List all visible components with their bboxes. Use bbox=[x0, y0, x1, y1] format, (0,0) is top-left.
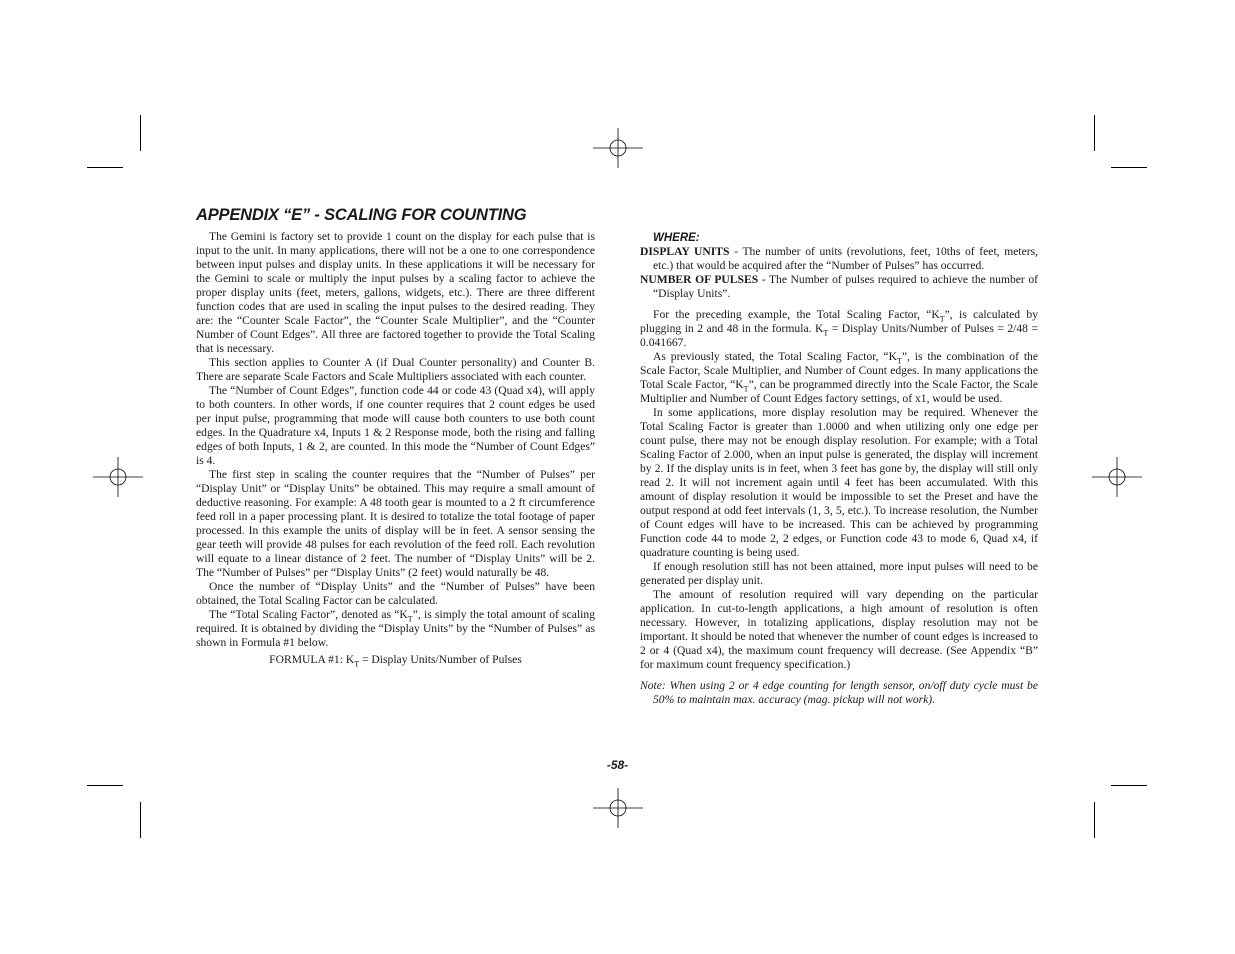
crop-mark bbox=[140, 802, 141, 838]
left-column bbox=[196, 230, 595, 667]
paragraph-first-step: The first step in scaling the counter requires that the “Number of Pulses” per “Display Unit” or “Display Units” be obtained. This may require a small amount of deductive reasoning. For example: A 48 tooth gear is mounted to a 2 ft circumference feed roll in a paper processing plant. It is desired to totalize the total footage of paper processed. In this example the units of display will be in feet. A sensor sensing the gear teeth will provide 48 pulses for each revolution of the feed roll. Each revolution will equate to a linear distance of 2 feet. The number of “Display Units” will be 2. The “Number of Pulses” per “Display Units” (2 feet) would naturally be 48. bbox=[196, 468, 595, 579]
page-title: APPENDIX “E” - SCALING FOR COUNTING bbox=[196, 206, 527, 224]
paragraph-intro: The Gemini is factory set to provide 1 count on the display for each pulse that is input to the unit. In many applications, there will not be a one to one correspondence between input pulses and display units. In these applications it will be necessary for the Gemini to scale or multiply the input pulses by a scaling factor to achieve the proper display units (feet, meters, gallons, widgets, etc.). There are three different function codes that are used in scaling the input pulses to the desired reading. They are: the “Counter Scale Factor”, the “Counter Scale Multiplier”, and the “Counter Number of Count Edges”. All three are factored together to provide the Total Scaling that is necessary. bbox=[196, 230, 595, 355]
where-heading: WHERE: bbox=[653, 232, 700, 244]
crop-mark bbox=[1094, 802, 1095, 838]
definition-number-of-pulses: NUMBER OF PULSES - The Number of pulses required to achieve the number of “Display Units”. bbox=[640, 273, 1038, 300]
definition-display-units: DISPLAY UNITS - The number of units (revolutions, feet, 10ths of feet, meters, etc.) that would be acquired after the “Number of Pulses” has occurred. bbox=[640, 245, 1039, 272]
paragraph-counter-scope: This section applies to Counter A (if Dual Counter personality) and Counter B. There are separate Scale Factors and Scale Multipliers associated with each counter. bbox=[196, 356, 595, 383]
crop-mark bbox=[87, 167, 123, 168]
paragraph-scaling-factor-calc: Once the number of “Display Units” and the “Number of Pulses” have been obtained, the Total Scaling Factor can be calculated. bbox=[196, 580, 595, 607]
page-number: -58- bbox=[606, 758, 629, 772]
formula-1: FORMULA #1: $K_T$ = Display Units/Number of Pulses bbox=[269, 653, 522, 669]
note: Note: When using 2 or 4 edge counting for length sensor, on/off duty cycle must be 50% to maintain max. accuracy (mag. pickup will not work). bbox=[640, 679, 1038, 706]
crop-mark bbox=[87, 785, 123, 786]
paragraph-resolution: In some applications, more display resolution may be required. Whenever the Total Scaling Factor is greater than 1.0000 and when utilizing only one edge per count pulse, there may not be enough display resolution. For example; with a Total Scaling Factor of 2.000, when an input pulse is generated, the display will increment by 2. If the display units is in feet, when 3 feet has gone by, the display will still only read 2. It will not increment again until 4 feet has been accumulated. With this amount of display resolution it would be impossible to set the Preset and have the output respond at odd feet intervals (1, 3, 5, etc.). To increase resolution, the Number of Count edges will have to be increased. This can be achieved by programming Function code 44 to mode 2, 2 edges, or Function code 43 to mode 6, Quad x4, if quadrature counting is being used. bbox=[640, 406, 1038, 559]
paragraph-total-scaling-factor: The “Total Scaling Factor”, denoted as “$K_T$”, is simply the total amount of scaling required. It is obtained by dividing the “Display Units” by the “Number of Pulses” as shown in Formula #1 below. bbox=[196, 608, 595, 649]
crop-mark bbox=[140, 115, 141, 151]
registration-mark-top bbox=[593, 123, 643, 173]
right-column bbox=[640, 231, 1038, 707]
crop-mark bbox=[1094, 115, 1095, 151]
paragraph-combination: As previously stated, the Total Scaling Factor, “$K_T$”, is the combination of the Scale Factor, Scale Multiplier, and Number of Count edges. In many applications the Total Scale Factor, “$K_T$”, can be programmed directly into the Scale Factor, the Scale Multiplier and Number of Count Edges factory settings, of x1, would be used. bbox=[640, 350, 1039, 405]
paragraph-more-pulses: If enough resolution still has not been attained, more input pulses will need to be generated per display unit. bbox=[640, 560, 1038, 587]
registration-mark-left bbox=[93, 452, 143, 502]
paragraph-example-calc: For the preceding example, the Total Scaling Factor, “$K_T$”, is calculated by plugging in 2 and 48 in the formula. $K_T$ = Display Units/Number of Pulses = 2/48 = 0.041667. bbox=[640, 308, 1038, 349]
crop-mark bbox=[1111, 785, 1147, 786]
paragraph-resolution-required: The amount of resolution required will vary depending on the particular application. In cut-to-length applications, a high amount of resolution is often necessary. However, in totalizing applications, display resolution may not be important. It should be noted that whenever the number of count edges is increased to 2 or 4 (Quad x4), the maximum count frequency will decrease. (See Appendix “B” for maximum count frequency specification.) bbox=[640, 588, 1038, 671]
crop-mark bbox=[1111, 167, 1147, 168]
registration-mark-bottom bbox=[593, 783, 643, 833]
registration-mark-right bbox=[1092, 452, 1142, 502]
paragraph-count-edges: The “Number of Count Edges”, function code 44 or code 43 (Quad x4), will apply to both counters. In other words, if one counter requires that 2 count edges be used per input pulse, programming that mode will cause both counters to use both count edges. In the Quadrature x4, Inputs 1 & 2 Response mode, both the rising and falling edges of both Inputs, 1 & 2, are counted. In this mode the “Number of Count Edges” is 4. bbox=[196, 384, 595, 467]
